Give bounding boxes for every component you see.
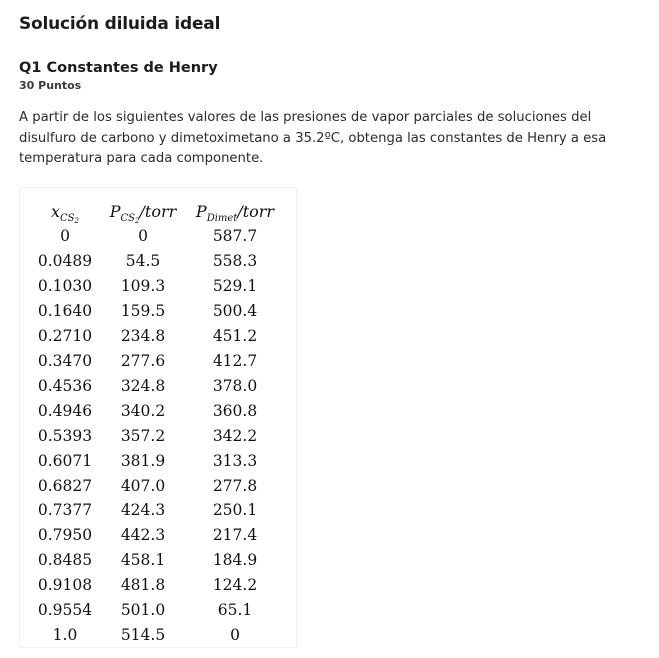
table-row <box>29 498 285 523</box>
table-row <box>29 374 285 399</box>
cell-x-cs2: 0.7950 <box>37 526 93 545</box>
cell-p-dimet: 587.7 <box>212 227 258 245</box>
cell-x-cs2: 0.0489 <box>37 251 93 270</box>
cell-p-cs2: 0 <box>138 227 148 245</box>
table-header-row <box>29 199 285 224</box>
table-row <box>29 349 285 374</box>
cell-x-cs2: 0.6827 <box>37 476 93 495</box>
question-prompt: A partir de los siguientes valores de las presiones de vapor parciales de soluciones del disulfuro de carbono y dimetoximetano a 35.2ºC, obtenga las constantes de Henry a esa temperatura para cada componente. <box>19 110 607 166</box>
page-title: Solución diluida ideal <box>19 14 221 34</box>
table-row <box>29 224 285 249</box>
cell-p-dimet: 0 <box>230 626 240 645</box>
cell-x-cs2: 0.3470 <box>37 351 93 370</box>
table-row <box>29 274 285 299</box>
table-row <box>29 249 285 274</box>
cell-p-dimet: 184.9 <box>212 551 258 570</box>
cell-p-dimet: 313.3 <box>212 451 258 470</box>
cell-p-cs2: 277.6 <box>120 351 166 370</box>
cell-p-cs2: 357.2 <box>120 426 166 445</box>
question-title: Q1 Constantes de Henry <box>19 60 218 76</box>
cell-x-cs2: 0.4946 <box>37 401 93 420</box>
cell-p-dimet: 500.4 <box>212 301 258 320</box>
header-p-cs2: $P_{CS_2}$/torr <box>109 202 177 225</box>
cell-x-cs2: 0.1640 <box>37 301 93 320</box>
cell-p-dimet: 378.0 <box>212 376 258 395</box>
vapor-pressure-table <box>29 199 285 648</box>
table-row <box>29 399 285 424</box>
cell-x-cs2: 0.7377 <box>37 501 93 520</box>
table-row <box>29 573 285 598</box>
cell-p-cs2: 109.3 <box>120 276 166 295</box>
cell-p-cs2: 234.8 <box>120 326 166 345</box>
cell-p-cs2: 340.2 <box>120 401 166 420</box>
cell-x-cs2: 1.0 <box>52 626 78 645</box>
cell-p-dimet: 65.1 <box>217 601 253 620</box>
cell-p-dimet: 124.2 <box>212 576 258 595</box>
cell-p-dimet: 250.1 <box>212 501 258 520</box>
table-row <box>29 449 285 474</box>
cell-p-dimet: 360.8 <box>212 401 258 420</box>
cell-p-cs2: 458.1 <box>120 551 166 570</box>
cell-p-cs2: 407.0 <box>120 476 166 495</box>
cell-p-cs2: 381.9 <box>120 451 166 470</box>
cell-p-cs2: 442.3 <box>120 526 166 545</box>
cell-x-cs2: 0.6071 <box>37 451 93 470</box>
cell-p-dimet: 277.8 <box>212 476 258 495</box>
cell-x-cs2: 0.2710 <box>37 326 93 345</box>
cell-p-cs2: 424.3 <box>120 501 166 520</box>
question-points: 30 Puntos <box>19 79 82 92</box>
cell-p-cs2: 501.0 <box>120 601 166 620</box>
table-row <box>29 623 285 648</box>
header-p-dimet: $P_{Dimet}$/torr <box>195 202 275 224</box>
data-table-image <box>19 187 297 648</box>
cell-p-dimet: 558.3 <box>212 251 258 270</box>
cell-p-cs2: 159.5 <box>120 301 166 320</box>
cell-x-cs2: 0.4536 <box>37 376 93 395</box>
cell-p-dimet: 529.1 <box>212 276 258 295</box>
table-row <box>29 424 285 449</box>
cell-x-cs2: 0.1030 <box>37 276 93 295</box>
cell-p-cs2: 54.5 <box>125 251 161 270</box>
cell-x-cs2: 0.8485 <box>37 551 93 570</box>
cell-p-dimet: 342.2 <box>212 426 258 445</box>
cell-p-dimet: 217.4 <box>212 526 258 545</box>
header-x-cs2: $x_{CS_2}$ <box>50 202 79 225</box>
table-body <box>29 224 285 648</box>
cell-x-cs2: 0.9108 <box>37 576 93 595</box>
table-row <box>29 598 285 623</box>
table-row <box>29 299 285 324</box>
cell-x-cs2: 0.5393 <box>37 426 93 445</box>
cell-p-cs2: 481.8 <box>120 576 166 595</box>
table-row <box>29 474 285 499</box>
cell-x-cs2: 0.9554 <box>37 601 93 620</box>
cell-p-cs2: 324.8 <box>120 376 166 395</box>
table-row <box>29 523 285 548</box>
cell-p-dimet: 412.7 <box>212 351 258 370</box>
table-row <box>29 324 285 349</box>
cell-p-cs2: 514.5 <box>120 626 166 645</box>
table-row <box>29 548 285 573</box>
cell-p-dimet: 451.2 <box>212 326 258 345</box>
cell-x-cs2: 0 <box>60 227 70 245</box>
